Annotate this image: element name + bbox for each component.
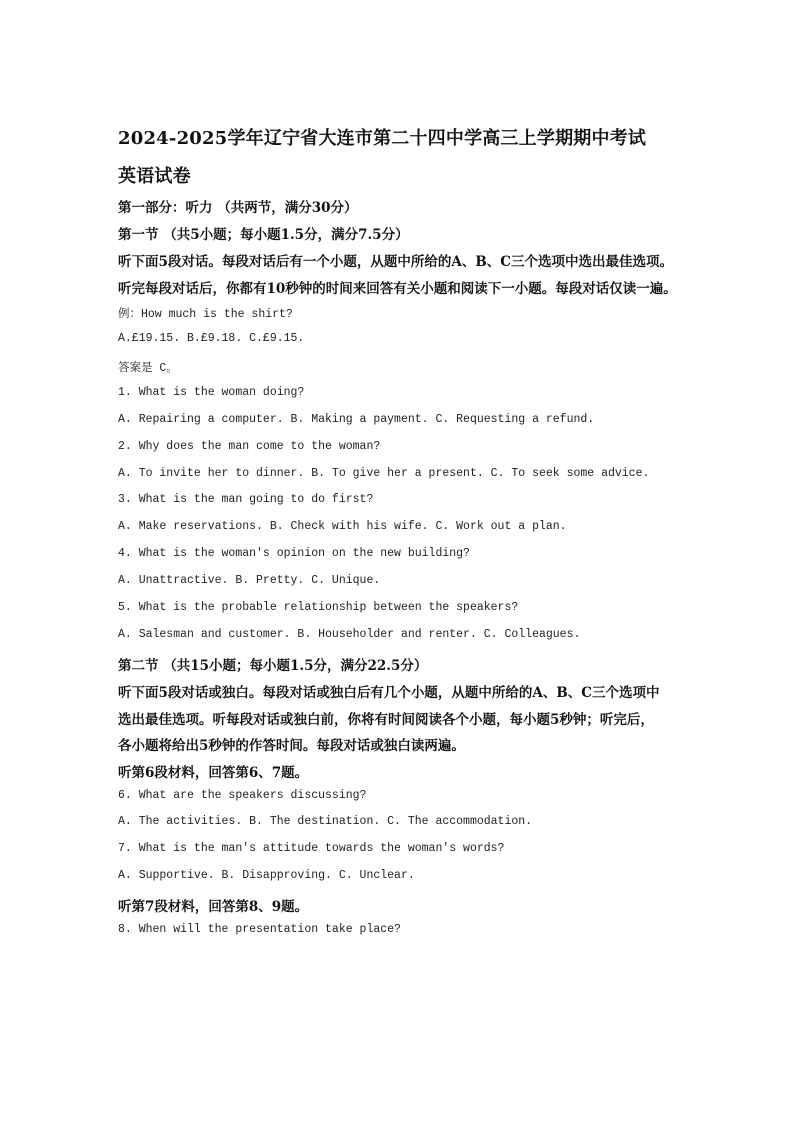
example-options: A.£19.15. B.£9.18. C.£9.15. (118, 332, 305, 345)
exam-title: 2024-2025学年辽宁省大连市第二十四中学高三上学期期中考试 (118, 128, 647, 149)
material-6-heading: 听第6段材料，回答第6、7题。 (118, 765, 309, 781)
section2-header: 第二节 （共15小题；每小题1.5分，满分22.5分） (118, 658, 428, 674)
question-4-options: A. Unattractive. B. Pretty. C. Unique. (118, 574, 381, 587)
part1-header: 第一部分：听力 （共两节，满分30分） (118, 200, 358, 216)
question-5-options: A. Salesman and customer. B. Householder and renter. C. Colleagues. (118, 628, 581, 641)
question-1: 1. What is the woman doing? (118, 386, 305, 399)
exam-subtitle: 英语试卷 (118, 166, 191, 187)
question-3: 3. What is the man going to do first? (118, 493, 374, 506)
section1-header: 第一节 （共5小题；每小题1.5分，满分7.5分） (118, 227, 409, 243)
question-6-options: A. The activities. B. The destination. C. The accommodation. (118, 815, 533, 828)
question-4: 4. What is the woman's opinion on the new building? (118, 547, 470, 560)
example-answer: 答案是 C。 (118, 362, 178, 375)
question-3-options: A. Make reservations. B. Check with his wife. C. Work out a plan. (118, 520, 567, 533)
question-7-options: A. Supportive. B. Disapproving. C. Unclear. (118, 869, 415, 882)
question-2-options: A. To invite her to dinner. B. To give her a present. C. To seek some advice. (118, 467, 650, 480)
question-5: 5. What is the probable relationship between the speakers? (118, 601, 519, 614)
section2-instruction-2: 选出最佳选项。听每段对话或独白前，你将有时间阅读各个小题，每小题5秒钟；听完后， (118, 712, 654, 728)
section1-instruction-2: 听完每段对话后，你都有10秒钟的时间来回答有关小题和阅读下一小题。每段对话仅读一遍。 (118, 281, 677, 297)
question-7: 7. What is the man's attitude towards the woman's words? (118, 842, 505, 855)
question-1-options: A. Repairing a computer. B. Making a payment. C. Requesting a refund. (118, 413, 595, 426)
section2-instruction-3: 各小题将给出5秒钟的作答时间。每段对话或独白读两遍。 (118, 738, 465, 754)
section2-instruction-1: 听下面5段对话或独白。每段对话或独白后有几个小题，从题中所给的A、B、C三个选项中 (118, 685, 660, 701)
example-question: 例：How much is the shirt? (118, 308, 293, 321)
material-7-heading: 听第7段材料，回答第8、9题。 (118, 899, 309, 915)
question-8: 8. When will the presentation take place? (118, 923, 401, 936)
question-6: 6. What are the speakers discussing? (118, 789, 367, 802)
section1-instruction-1: 听下面5段对话。每段对话后有一个小题，从题中所给的A、B、C三个选项中选出最佳选项。 (118, 254, 674, 270)
question-2: 2. Why does the man come to the woman? (118, 440, 381, 453)
